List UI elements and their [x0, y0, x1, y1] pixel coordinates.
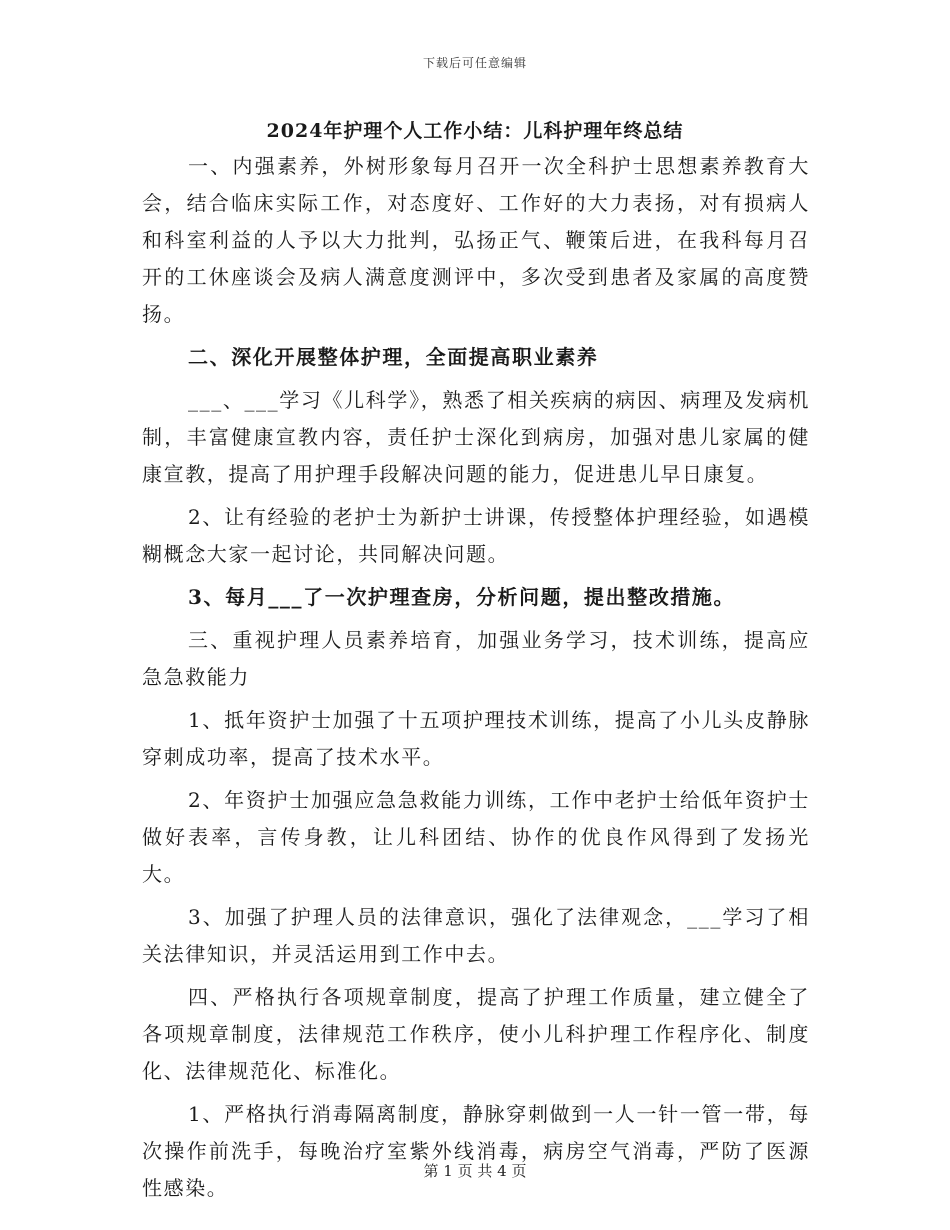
paragraph: 2、年资护士加强应急急救能力训练，工作中老护士给低年资护士做好表率，言传身教，让儿科团结、协作的优良作风得到了发扬光大。 — [142, 788, 810, 886]
header-note: 下载后可任意编辑 — [422, 56, 527, 70]
paragraph: 一、内强素养，外树形象每月召开一次全科护士思想素养教育大会，结合临床实际工作，对态度好、工作好的大力表扬，对有损病人和科室利益的人予以大力批判，弘扬正气、鞭策后进，在我科每月召开的工休座谈会及病人满意度测评中，多次受到患者及家属的高度赞扬。 — [142, 154, 810, 326]
paragraph: 四、严格执行各项规章制度，提高了护理工作质量，建立健全了各项规章制度，法律规范工作秩序，使小儿科护理工作程序化、制度化、法律规范化、标准化。 — [142, 985, 810, 1083]
paragraph: 2、让有经验的老护士为新护士讲课，传授整体护理经验，如遇模糊概念大家一起讨论，共同解决问题。 — [142, 505, 810, 566]
page-number-footer: 第 1 页 共 4 页 — [423, 1162, 527, 1180]
paragraph: 3、加强了护理人员的法律意识，强化了法律观念，___学习了相关法律知识，并灵活运用到工作中去。 — [142, 905, 810, 966]
section-heading: 3、每月___了一次护理查房，分析问题，提出整改措施。 — [188, 585, 736, 609]
paragraph: ___、___学习《儿科学》，熟悉了相关疾病的病因、病理及发病机制，丰富健康宣教内容，责任护士深化到病房，加强对患儿家属的健康宣教，提高了用护理手段解决问题的能力，促进患儿早日康复。 — [142, 388, 810, 486]
paragraph: 1、抵年资护士加强了十五项护理技术训练，提高了小儿头皮静脉穿刺成功率，提高了技术水平。 — [142, 708, 810, 769]
paragraph: 三、重视护理人员素养培育，加强业务学习，技术训练，提高应急急救能力 — [142, 628, 810, 689]
section-heading: 二、深化开展整体护理，全面提高职业素养 — [188, 345, 599, 369]
paragraph: 1、严格执行消毒隔离制度，静脉穿刺做到一人一针一管一带，每次操作前洗手，每晚治疗室紫外线消毒，病房空气消毒，严防了医源性感染。 — [142, 1102, 810, 1200]
document-title: 2024年护理个人工作小结：儿科护理年终总结 — [266, 120, 684, 142]
document-body — [142, 148, 810, 1213]
